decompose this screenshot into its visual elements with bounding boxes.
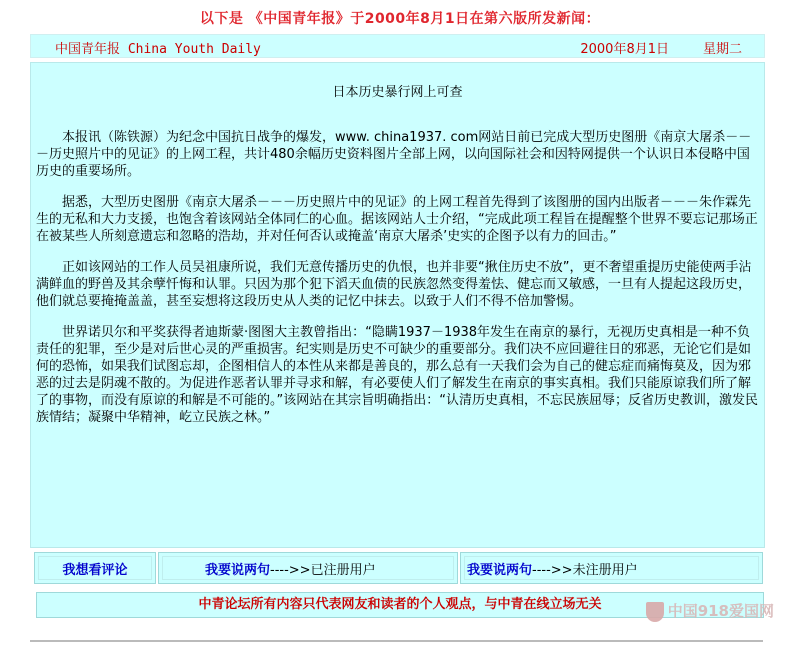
shield-icon: [646, 602, 664, 622]
banner-title: 以下是 《中国青年报》于2000年8月1日在第六版所发新闻：: [199, 11, 601, 27]
paper-header: [30, 34, 765, 58]
registered-comment-cell: [158, 552, 458, 584]
publish-date: 2000年8月1日: [580, 42, 669, 57]
article-panel: [30, 62, 765, 548]
view-comments-cell: [34, 552, 156, 584]
registered-comment-link[interactable]: 我要说两句: [205, 563, 271, 578]
registered-user-label: ---->>已注册用户: [270, 563, 376, 578]
article-paragraph: 世界诺贝尔和平奖获得者迪斯蒙·图图大主教曾指出：“隐瞒1937－1938年发生在南京的暴行，无视历史真相是一种不负责任的犯罪，至少是对后世心灵的严重损害。纪实则是历史不可缺少的重要部分。我们决不应回避往日的邪恶，无论它们是如何的恐怖，如果我们试图忘却，企图相信人的本性从来都是善良的，那么总有一天我们会为自己的健忘症而痛悔莫及，因为邪恶的过去是阴魂不散的。为促进作恶者认罪并寻求和解，有必要使人们了解发生在南京的事实真相。我们只能原谅我们所了解了的事物，而没有原谅的和解是不可能的。”该网站在其宗旨明确指出：“认清历史真相，不忘民族屈辱；反省历史教训，激发民族情结；凝聚中华精神，屹立民族之林。”: [36, 325, 758, 425]
footer-divider: [30, 640, 763, 642]
unregistered-comment-link[interactable]: 我要说两句: [467, 563, 533, 578]
watermark-text: 中国918爱国网: [667, 602, 774, 620]
comment-nav: [30, 552, 763, 586]
unregistered-comment-cell: [460, 552, 763, 584]
site-watermark: [646, 600, 774, 622]
view-comments-link[interactable]: 我想看评论: [62, 563, 128, 578]
disclaimer-notice: 中青论坛所有内容只代表网友和读者的个人观点，与中青在线立场无关: [36, 592, 764, 618]
paper-name: 中国青年报 China Youth Daily: [55, 42, 261, 57]
article-paragraph: 据悉，大型历史图册《南京大屠杀－－－历史照片中的见证》的上网工程首先得到了该图册的国内出版者－－－朱作霖先生的无私和大力支援，也饱含着该网站全体同仁的心血。据该网站人士介绍，“完成此项工程旨在提醒整个世界不要忘记那场正在被某些人所刻意遗忘和忽略的浩劫，并对任何否认或掩盖‘南京大屠杀’史实的企图予以有力的回击。”: [36, 195, 758, 244]
unregistered-user-label: ---->>未注册用户: [532, 563, 638, 578]
article-paragraph: 本报讯（陈铁源）为纪念中国抗日战争的爆发，www. china1937. com网站日前已完成大型历史图册《南京大屠杀－－－历史照片中的见证》的上网工程，共计480余幅历史资料图片全部上网，以向国际社会和因特网提供一个认识日本侵略中国历史的重要场所。: [36, 130, 752, 179]
article-title: 日本历史暴行网上可查: [332, 85, 463, 100]
publish-weekday: 星期二: [702, 42, 742, 57]
article-paragraph: 正如该网站的工作人员吴祖康所说，我们无意传播历史的仇恨，也并非要“揪住历史不放”，更不奢望重提历史能使两手沾满鲜血的野兽及其余孽忏悔和认罪。只因为那个犯下滔天血债的民族忽然变得羞怯、健忘而又敏感，一旦有人提起这段历史，他们就总要掩掩盖盖，甚至妄想将这段历史从人类的记忆中抹去。以致于人们不得不倍加警惕。: [36, 260, 752, 309]
article-body: [36, 129, 760, 440]
